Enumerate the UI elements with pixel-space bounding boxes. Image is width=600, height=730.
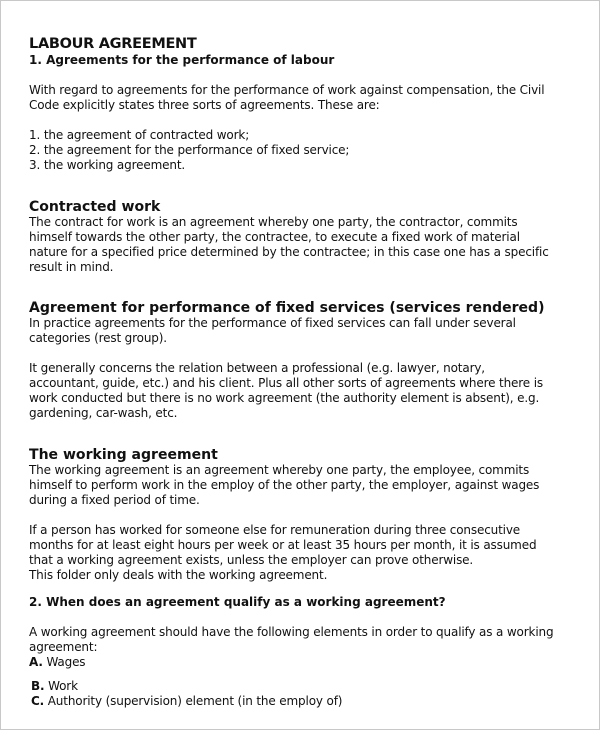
- working-agreement-paragraph-1: [29, 463, 577, 508]
- text-line: himself to perform work in the employ of the other party, the employer, against wages: [29, 478, 540, 492]
- fixed-services-paragraph-1: [29, 316, 577, 346]
- text-line: that a working agreement exists, unless the employer can prove otherwise.: [29, 553, 474, 567]
- text-line: himself towards the other party, the contractee, to execute a fixed work of material: [29, 230, 520, 244]
- text-line: result in mind.: [29, 260, 114, 274]
- text-line: A working agreement should have the following elements in order to qualify as a working: [29, 625, 554, 639]
- document-title: LABOUR AGREEMENT: [29, 36, 197, 52]
- element-text: Wages: [46, 655, 86, 669]
- element-letter: A.: [29, 655, 43, 669]
- text-line: With regard to agreements for the performance of work against compensation, the Civil: [29, 83, 545, 97]
- element-text: Authority (supervision) element (in the employ of): [47, 694, 343, 708]
- fixed-services-paragraph-2: [29, 361, 577, 421]
- text-line: The working agreement is an agreement whereby one party, the employee, commits: [29, 463, 530, 477]
- element-item-wages: [29, 655, 577, 670]
- element-item-authority: [29, 694, 577, 709]
- text-line: Code explicitly states three sorts of agreements. These are:: [29, 98, 380, 112]
- element-text: Work: [48, 679, 78, 693]
- text-line: gardening, car-wash, etc.: [29, 406, 178, 420]
- list-item: 2. the agreement for the performance of fixed service;: [29, 143, 350, 157]
- section-2-intro: [29, 625, 577, 655]
- text-line: nature for a specified price determined by the contractee; in this case one has a specific: [29, 245, 549, 259]
- section-2-heading: 2. When does an agreement qualify as a working agreement?: [29, 595, 446, 609]
- text-line: accountant, guide, etc.) and his client. Plus all other sorts of agreements where there is: [29, 376, 543, 390]
- text-line: It generally concerns the relation between a professional (e.g. lawyer, notary,: [29, 361, 485, 375]
- element-letter: B.: [31, 679, 45, 693]
- text-line: categories (rest group).: [29, 331, 167, 345]
- section-1-heading: 1. Agreements for the performance of labour: [29, 53, 335, 67]
- text-line: during a fixed period of time.: [29, 493, 200, 507]
- agreement-types-list: [29, 128, 577, 173]
- working-agreement-paragraph-2: [29, 523, 577, 583]
- contracted-work-heading: Contracted work: [29, 199, 161, 215]
- document-content: [29, 36, 577, 709]
- text-line: work conducted but there is no work agreement (the authority element is absent), e.g.: [29, 391, 540, 405]
- element-item-work: [29, 679, 577, 694]
- contracted-work-paragraph: [29, 215, 577, 275]
- fixed-services-heading: Agreement for performance of fixed services (services rendered): [29, 300, 545, 316]
- list-item: 1. the agreement of contracted work;: [29, 128, 250, 142]
- text-line: months for at least eight hours per week or at least 35 hours per month, it is assumed: [29, 538, 537, 552]
- text-line: In practice agreements for the performance of fixed services can fall under several: [29, 316, 516, 330]
- text-line: The contract for work is an agreement whereby one party, the contractor, commits: [29, 215, 518, 229]
- text-line: This folder only deals with the working agreement.: [29, 568, 328, 582]
- section-1-intro: [29, 83, 577, 113]
- text-line: If a person has worked for someone else for remuneration during three consecutive: [29, 523, 521, 537]
- text-line: agreement:: [29, 640, 98, 654]
- element-letter: C.: [31, 694, 45, 708]
- list-item: 3. the working agreement.: [29, 158, 186, 172]
- working-agreement-heading: The working agreement: [29, 447, 218, 463]
- qualifying-elements-list: [29, 655, 577, 709]
